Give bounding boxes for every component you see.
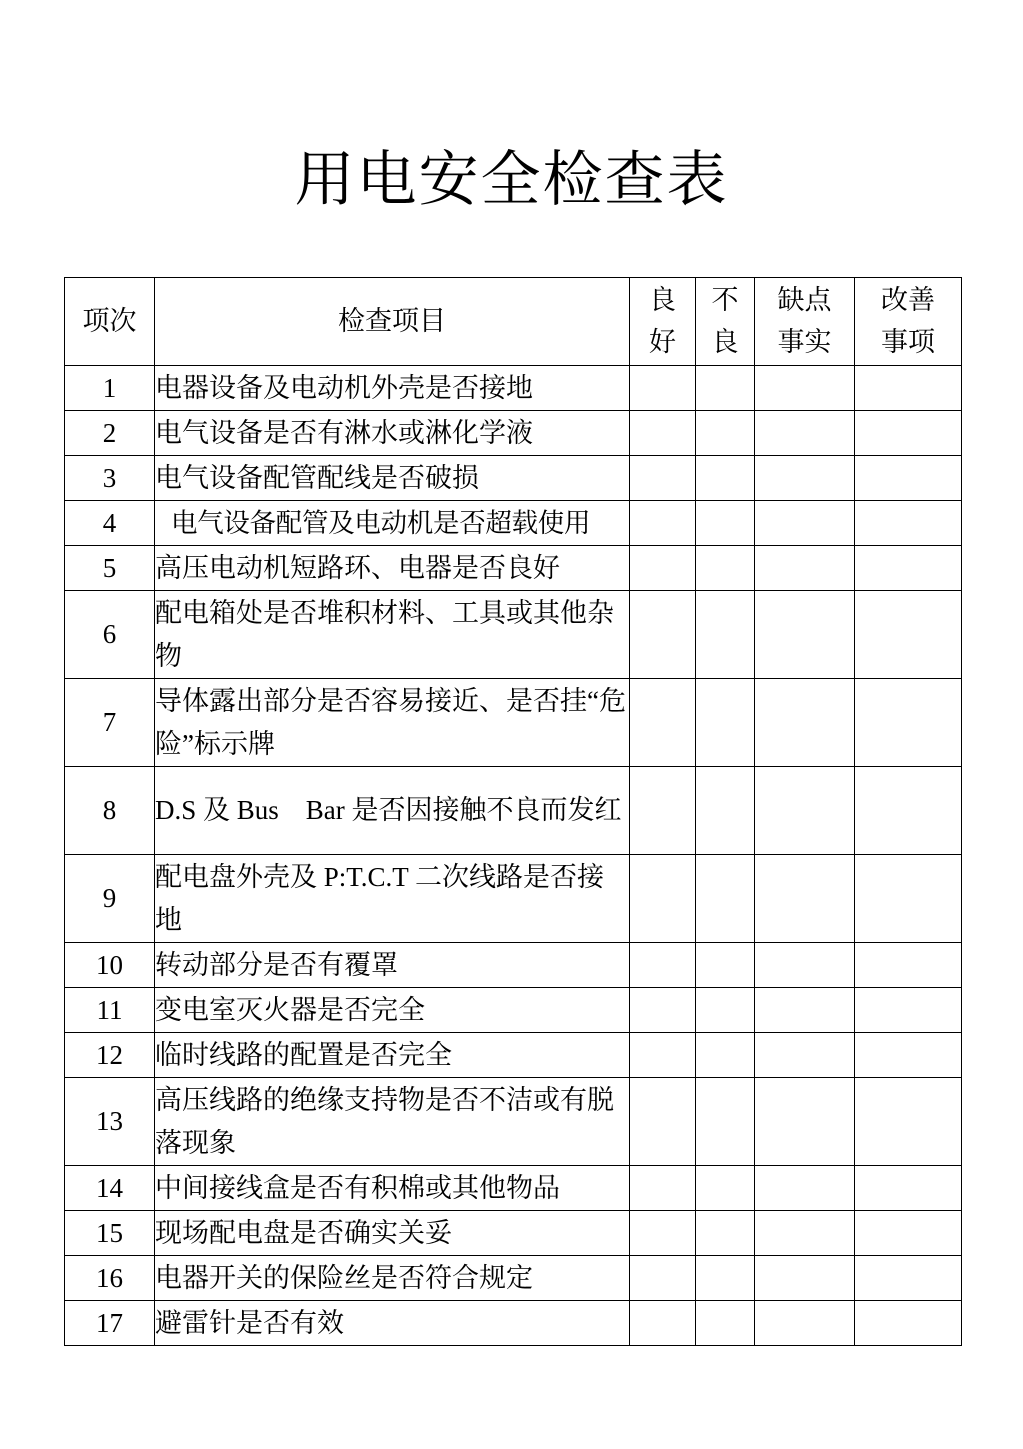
table-row [65,1256,962,1301]
row-number: 13 [65,1078,155,1166]
row-number: 16 [65,1256,155,1301]
defect-cell[interactable] [755,1078,855,1166]
row-item: 配电盘外壳及 P:T.C.T 二次线路是否接地 [155,855,630,943]
row-number: 12 [65,1033,155,1078]
defect-cell[interactable] [755,943,855,988]
improve-cell[interactable] [855,366,962,411]
defect-cell[interactable] [755,1166,855,1211]
improve-cell[interactable] [855,1033,962,1078]
good-cell[interactable] [630,411,696,456]
improve-cell[interactable] [855,855,962,943]
row-item: 电器设备及电动机外壳是否接地 [155,366,630,411]
bad-cell[interactable] [696,501,755,546]
bad-cell[interactable] [696,1211,755,1256]
header-no [65,278,155,366]
improve-cell[interactable] [855,1166,962,1211]
header-item [155,278,630,366]
row-number: 7 [65,679,155,767]
bad-cell[interactable] [696,1078,755,1166]
good-cell[interactable] [630,501,696,546]
header-defect [755,278,855,366]
row-number: 8 [65,767,155,855]
header-bad [696,278,755,366]
defect-cell[interactable] [755,679,855,767]
improve-cell[interactable] [855,1301,962,1346]
bad-cell[interactable] [696,546,755,591]
good-cell[interactable] [630,1211,696,1256]
row-item: 转动部分是否有覆罩 [155,943,630,988]
improve-cell[interactable] [855,591,962,679]
row-number: 1 [65,366,155,411]
bad-cell[interactable] [696,988,755,1033]
bad-cell[interactable] [696,767,755,855]
table-row [65,366,962,411]
inspection-table [64,277,962,1346]
row-number: 15 [65,1211,155,1256]
row-item: 现场配电盘是否确实关妥 [155,1211,630,1256]
bad-cell[interactable] [696,679,755,767]
row-number: 14 [65,1166,155,1211]
good-cell[interactable] [630,546,696,591]
improve-cell[interactable] [855,456,962,501]
bad-cell[interactable] [696,1256,755,1301]
row-number: 3 [65,456,155,501]
row-item: 临时线路的配置是否完全 [155,1033,630,1078]
row-number: 5 [65,546,155,591]
page-title: 用电安全检查表 [294,145,729,215]
row-number: 2 [65,411,155,456]
good-cell[interactable] [630,855,696,943]
header-improve [855,278,962,366]
row-item: 导体露出部分是否容易接近、是否挂“危险”标示牌 [155,679,630,767]
good-cell[interactable] [630,1078,696,1166]
header-good-label: 良好 [649,284,676,358]
table-row [65,943,962,988]
table-row [65,591,962,679]
defect-cell[interactable] [755,456,855,501]
defect-cell[interactable] [755,767,855,855]
table-row [65,411,962,456]
table-row [65,456,962,501]
bad-cell[interactable] [696,456,755,501]
defect-cell[interactable] [755,411,855,456]
good-cell[interactable] [630,767,696,855]
bad-cell[interactable] [696,855,755,943]
defect-cell[interactable] [755,855,855,943]
bad-cell[interactable] [696,1301,755,1346]
bad-cell[interactable] [696,411,755,456]
improve-cell[interactable] [855,411,962,456]
good-cell[interactable] [630,1256,696,1301]
improve-cell[interactable] [855,1256,962,1301]
row-item: 电器开关的保险丝是否符合规定 [155,1256,630,1301]
bad-cell[interactable] [696,1166,755,1211]
improve-cell[interactable] [855,1211,962,1256]
improve-cell[interactable] [855,546,962,591]
table-row [65,1166,962,1211]
table-row [65,501,962,546]
improve-cell[interactable] [855,767,962,855]
header-item-label: 检查项目 [338,305,446,337]
improve-cell[interactable] [855,943,962,988]
defect-cell[interactable] [755,501,855,546]
good-cell[interactable] [630,679,696,767]
table-header-row [65,278,962,366]
header-improve-label: 改善事项 [880,284,935,358]
defect-cell[interactable] [755,1256,855,1301]
improve-cell[interactable] [855,679,962,767]
bad-cell[interactable] [696,943,755,988]
improve-cell[interactable] [855,988,962,1033]
row-number: 9 [65,855,155,943]
improve-cell[interactable] [855,1078,962,1166]
defect-cell[interactable] [755,591,855,679]
defect-cell[interactable] [755,988,855,1033]
improve-cell[interactable] [855,501,962,546]
row-item: 高压线路的绝缘支持物是否不洁或有脱落现象 [155,1078,630,1166]
row-number: 6 [65,591,155,679]
row-item: D.S 及 Bus Bar 是否因接触不良而发红 [155,767,630,855]
row-number: 10 [65,943,155,988]
table-row [65,1301,962,1346]
row-item: 高压电动机短路环、电器是否良好 [155,546,630,591]
table-row [65,1033,962,1078]
row-item: 避雷针是否有效 [155,1301,630,1346]
header-no-label: 项次 [82,305,137,337]
defect-cell[interactable] [755,546,855,591]
table-row [65,1078,962,1166]
row-number: 11 [65,988,155,1033]
table-row [65,1211,962,1256]
good-cell[interactable] [630,366,696,411]
table-row [65,855,962,943]
bad-cell[interactable] [696,366,755,411]
row-number: 17 [65,1301,155,1346]
defect-cell[interactable] [755,366,855,411]
row-item: 中间接线盒是否有积棉或其他物品 [155,1166,630,1211]
row-number: 4 [65,501,155,546]
defect-cell[interactable] [755,1033,855,1078]
defect-cell[interactable] [755,1301,855,1346]
good-cell[interactable] [630,1301,696,1346]
row-item: 电气设备配管及电动机是否超载使用 [155,501,630,546]
defect-cell[interactable] [755,1211,855,1256]
good-cell[interactable] [630,456,696,501]
row-item: 电气设备是否有淋水或淋化学液 [155,411,630,456]
good-cell[interactable] [630,591,696,679]
good-cell[interactable] [630,1166,696,1211]
table-row [65,546,962,591]
row-item: 变电室灭火器是否完全 [155,988,630,1033]
header-good [630,278,696,366]
bad-cell[interactable] [696,591,755,679]
header-bad-label: 不良 [711,284,739,358]
table-row [65,988,962,1033]
good-cell[interactable] [630,1033,696,1078]
row-item: 电气设备配管配线是否破损 [155,456,630,501]
table-row [65,767,962,855]
row-item: 配电箱处是否堆积材料、工具或其他杂物 [155,591,630,679]
good-cell[interactable] [630,988,696,1033]
bad-cell[interactable] [696,1033,755,1078]
table-row [65,679,962,767]
header-defect-label: 缺点事实 [777,284,832,358]
good-cell[interactable] [630,943,696,988]
